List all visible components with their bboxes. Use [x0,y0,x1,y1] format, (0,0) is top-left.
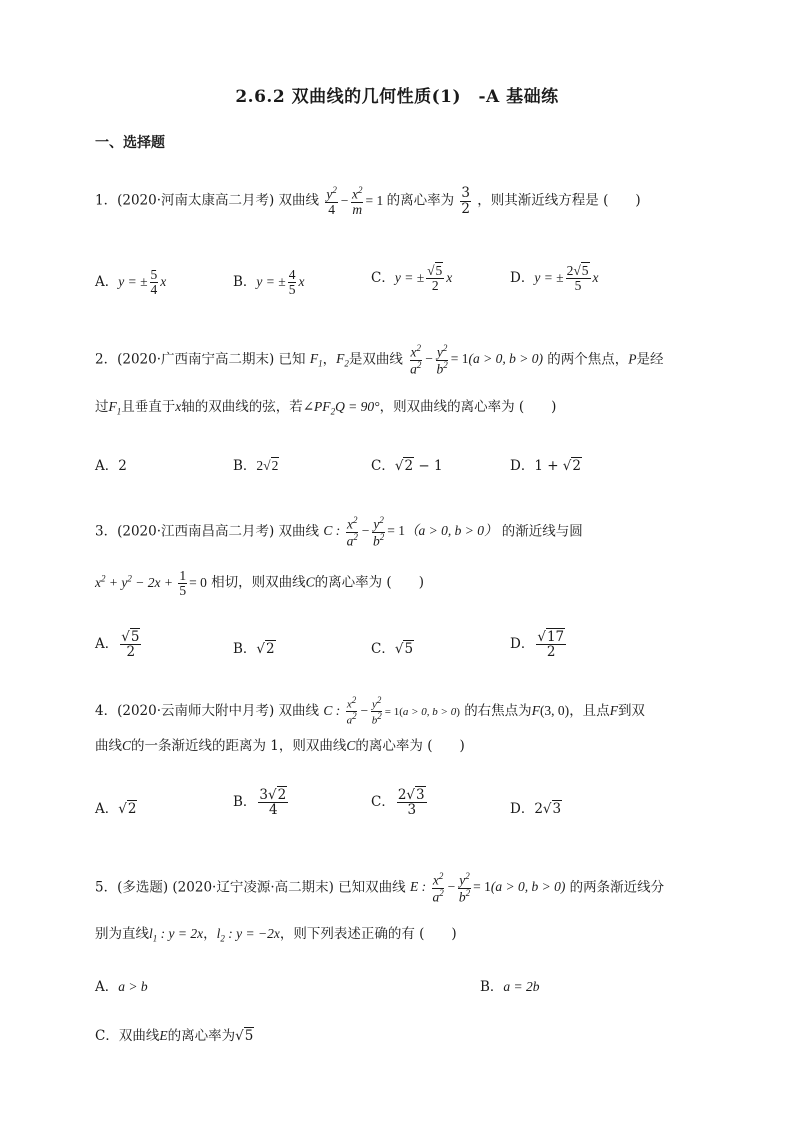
q2-option-d: D．1 + √2 [510,458,582,474]
q4-option-c: C． $\frac{2√3}{3}$ [371,787,425,819]
question-3: 3．(2020·江西南昌高二月考) 双曲线 C : $\frac{x^2}{a^2}$ − $\frac{y^2}{b^2}$ = 1（a > 0, b > 0） 的渐近线与圆 [95,515,583,549]
q3-option-b: B．√2 [233,641,275,657]
question-4-line-2: 曲线C的一条渐近线的距离为 1，则双曲线C的离心率为 ( ) [95,738,465,754]
q5-option-c: C．双曲线E的离心率为√5 [95,1028,254,1044]
page-title: 2.6.2 双曲线的几何性质(1) -A 基础练 [235,87,559,107]
q3-option-c: C．√5 [371,641,414,657]
q5-option-b: B．a = 2b [480,979,540,995]
q3-option-d: D． $\frac{√17}{2}$ [510,629,565,661]
question-2: 2．(2020·广西南宁高二期末) 已知 $F_1$，$F_2$是双曲线 $\frac{x^2}{a^2}$ − $\frac{y^2}{b^2}$ = 1(a > 0, b > 0) 的两个焦点，P是经 [95,343,664,377]
q1-option-c: C．y = ± $\frac{√5}{2}$ x [371,263,453,294]
q2-option-b: B．2√2 [233,458,279,474]
q1-mid: 的离心率为 [386,192,455,209]
section-heading: 一、选择题 [95,135,165,151]
question-4: 4．(2020·云南师大附中月考) 双曲线 C : $\frac{x^2}{a^2}$ − $\frac{y^2}{b^2}$ = 1(a > 0, b > 0) 的右焦点为F(3, 0)，且点F到双 [95,695,645,727]
q4-option-a: A．√2 [95,801,137,817]
q2-option-c: C．√2 − 1 [371,458,443,474]
question-5: 5．(多选题) (2020·辽宁凌源·高二期末) 已知双曲线 E : $\frac{x^2}{a^2}$ − $\frac{y^2}{b^2}$ = 1(a > 0, b > 0) 的两条渐近线分 [95,871,665,905]
q1-option-b: B．y = ± $\frac{4}{5}$ x [233,267,305,298]
q1-option-d: D．y = ± $\frac{2√5}{5}$ x [510,263,599,294]
question-2-line-2: 过$F_1$且垂直于x轴的双曲线的弦，若$\angle PF_2Q = 90^\circ$，则双曲线的离心率为 ( ) [95,399,557,417]
q4-option-d: D．2√3 [510,801,562,817]
q1-tail: ，则其渐近线方程是 ( ) [477,192,641,209]
question-5-line-2: 别为直线$l_1$ : y = 2x，$l_2$ : y = −2x，则下列表述正确的有 ( ) [95,926,457,944]
q1-ecc: $\frac{3}{2}$ [461,185,470,217]
q1-option-a: A．y = ± $\frac{5}{4}$ x [95,267,167,298]
q5-option-a: A．a > b [95,979,148,995]
q1-hyperbola-eq: $\frac{y^2}{4}$ − $\frac{x^2}{m}$ = 1 [326,185,384,217]
q1-lead: 1．(2020·河南太康高二月考) 双曲线 [95,192,320,209]
question-3-line-2: $x^2 + y^2 - 2x$ + $\frac{1}{5}$ = 0 相切，则双曲线C的离心率为 ( ) [95,567,424,598]
q3-option-a: A． $\frac{√5}{2}$ [95,629,140,661]
q2-option-a: A．2 [95,458,127,474]
q4-option-b: B． $\frac{3√2}{4}$ [233,787,287,819]
question-1 [95,186,641,217]
